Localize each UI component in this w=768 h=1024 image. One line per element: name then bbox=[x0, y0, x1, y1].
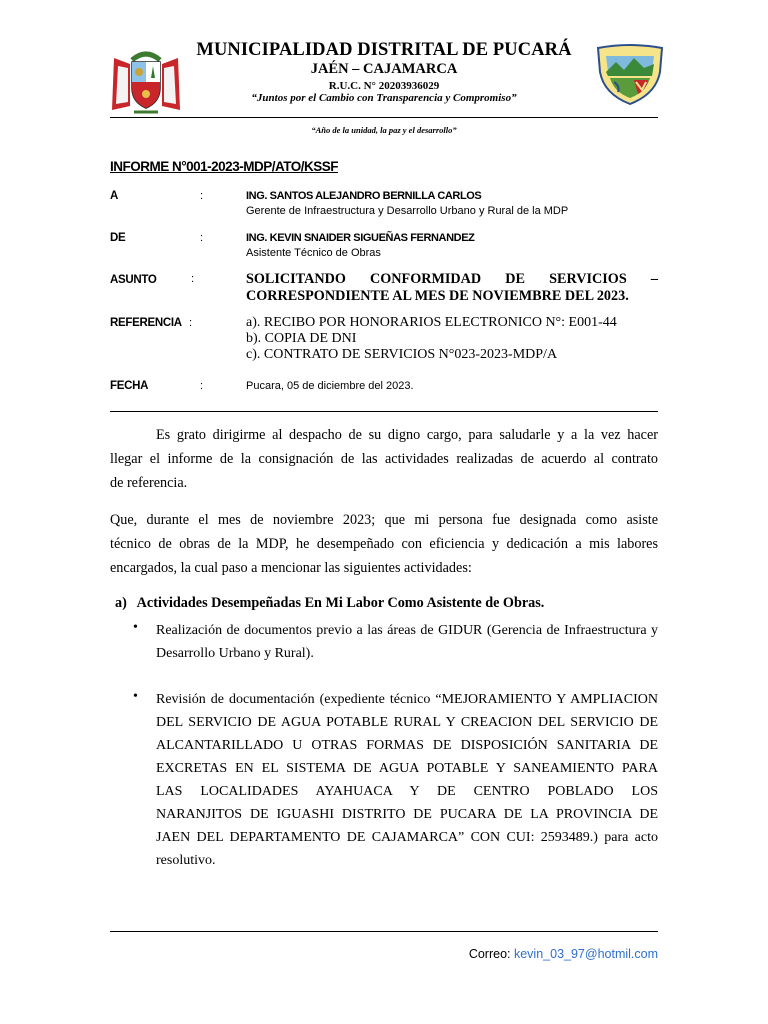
municipality-ruc: R.U.C. N° 20203936029 bbox=[328, 80, 440, 92]
municipality-motto: “Juntos por el Cambio con Transparencia y Compromiso” bbox=[251, 92, 517, 104]
bullet-line: NARANJITOS DE IGUASHI DISTRITO DE PUCARA DE LA PROVINCIA DE bbox=[156, 807, 658, 822]
section-a-heading: a) Actividades Desempeñadas En Mi Labor Como Asistente de Obras. bbox=[115, 595, 545, 611]
reference-item-c: c). CONTRATO DE SERVICIOS N°023-2023-MDP/A bbox=[246, 347, 558, 362]
paragraph-line: técnico de obras de la MDP, he desempeñado con eficiencia y dedicación a mis labores bbox=[110, 536, 658, 552]
reference-item-b: b). COPIA DE DNI bbox=[246, 331, 357, 346]
year-phrase: “Año de la unidad, la paz y el desarrollo” bbox=[311, 125, 457, 135]
report-title: INFORME N°001-2023-MDP/ATO/KSSF bbox=[110, 159, 338, 174]
footer-email-label: Correo: bbox=[468, 947, 514, 961]
bullet-line: EXCRETAS EN EL SISTEMA DE AGUA POTABLE Y SANEAMIENTO PARA bbox=[156, 761, 658, 776]
bullet-line: LAS LOCALIDADES AYAHUACA Y DE CENTRO POBLADO LOS bbox=[156, 784, 658, 799]
reference-colon: : bbox=[189, 317, 193, 329]
header-divider bbox=[110, 117, 658, 118]
paragraph-line: llegar el informe de la consignación de las actividades realizadas de acuerdo al contrato bbox=[110, 451, 658, 467]
to-name: ING. SANTOS ALEJANDRO BERNILLA CARLOS bbox=[246, 190, 482, 202]
paragraph-line: encargados, la cual paso a mencionar las siguientes actividades: bbox=[110, 560, 472, 576]
bullet-item-documents bbox=[156, 619, 658, 665]
reference-item-a: a). RECIBO POR HONORARIOS ELECTRONICO N°: E001-44 bbox=[246, 315, 617, 330]
footer-divider bbox=[110, 931, 658, 932]
paragraph-activities-intro bbox=[110, 508, 658, 580]
bullet-line: ALCANTARILLADO U OTRAS FORMAS DE DISPOSICIÓN SANITARIA DE bbox=[156, 738, 658, 753]
to-role: Gerente de Infraestructura y Desarrollo Urbano y Rural de la MDP bbox=[246, 205, 569, 217]
municipality-title: MUNICIPALIDAD DISTRITAL DE PUCARÁ bbox=[196, 40, 572, 60]
from-colon: : bbox=[200, 232, 204, 244]
subject-line-2: CORRESPONDIENTE AL MES DE NOVIEMBRE DEL 2023. bbox=[246, 288, 629, 304]
bullet-line: Realización de documentos previo a las áreas de GIDUR (Gerencia de Infraestructura y bbox=[156, 623, 658, 638]
municipality-location: JAÉN – CAJAMARCA bbox=[310, 61, 458, 77]
to-label: A bbox=[110, 190, 119, 202]
bullet-marker: • bbox=[133, 689, 138, 704]
date-value: Pucara, 05 de diciembre del 2023. bbox=[246, 380, 414, 392]
body-divider bbox=[110, 411, 658, 412]
to-colon: : bbox=[200, 190, 204, 202]
bullet-line: Desarrollo Urbano y Rural). bbox=[156, 646, 314, 661]
paragraph-line: Que, durante el mes de noviembre 2023; que mi persona fue designada como asiste bbox=[110, 512, 658, 528]
bullet-line: JAEN DEL DEPARTAMENTO DE CAJAMARCA” CON CUI: 2593489.) para acto bbox=[156, 830, 658, 845]
reference-label: REFERENCIA bbox=[110, 317, 182, 329]
date-colon: : bbox=[200, 380, 204, 392]
from-name: ING. KEVIN SNAIDER SIGUEÑAS FERNANDEZ bbox=[246, 232, 475, 244]
bullet-line: DEL SERVICIO DE AGUA POTABLE RURAL Y CREACION DEL SERVICIO DE bbox=[156, 715, 658, 730]
bullet-marker: • bbox=[133, 620, 138, 635]
bullet-line: Revisión de documentación (expediente técnico “MEJORAMIENTO Y AMPLIACION bbox=[156, 692, 658, 707]
footer-contact bbox=[469, 947, 658, 961]
paragraph-line: de referencia. bbox=[110, 475, 188, 491]
paragraph-greeting bbox=[110, 423, 658, 495]
footer-email-link[interactable]: kevin_03_97@hotmil.com bbox=[513, 947, 658, 961]
date-label: FECHA bbox=[110, 380, 149, 392]
subject-line-1: SOLICITANDO CONFORMIDAD DE SERVICIOS – bbox=[246, 271, 658, 287]
subject-label: ASUNTO bbox=[110, 274, 157, 286]
paragraph-line: Es grato dirigirme al despacho de su digno cargo, para saludarle y a la vez hacer bbox=[156, 427, 658, 443]
bullet-item-review bbox=[156, 688, 658, 872]
from-label: DE bbox=[110, 232, 126, 244]
from-role: Asistente Técnico de Obras bbox=[246, 247, 381, 259]
subject-colon: : bbox=[191, 273, 195, 285]
bullet-line: resolutivo. bbox=[156, 853, 216, 868]
